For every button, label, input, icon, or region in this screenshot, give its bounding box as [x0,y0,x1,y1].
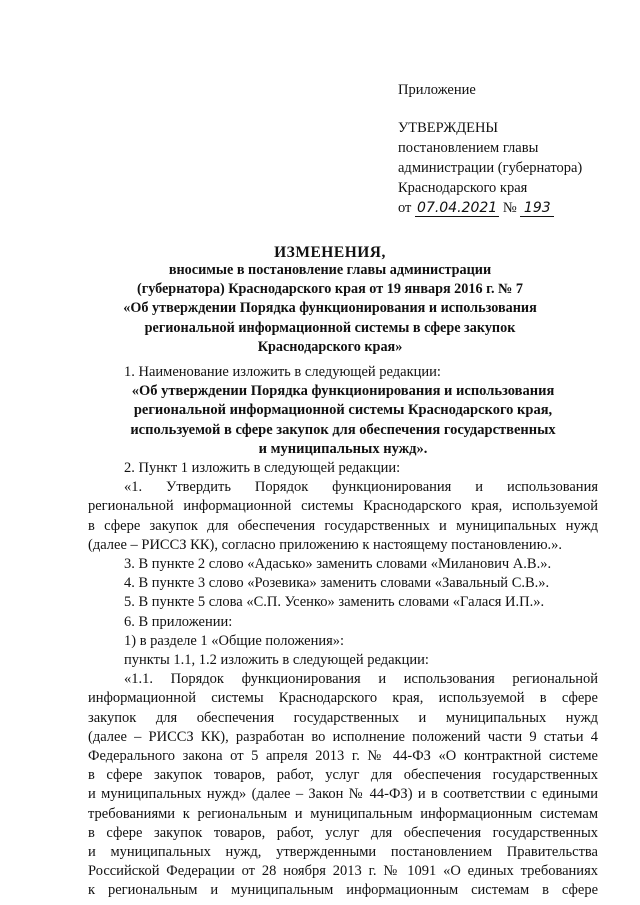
approval-date-line [398,198,628,218]
paragraph-6: 6. В приложении: [124,613,233,630]
new-name-line-4: и муниципальных нужд». [258,440,428,457]
redaction-line-4: (далее – РИССЗ КК), разработан во исполнение положений части 9 статьи 4 [88,728,598,745]
paragraph-5: 5. В пункте 5 слова «С.П. Усенко» заменить словами «Галася И.П.». [124,594,545,611]
redaction-line-6: в сфере закупок товаров, работ, услуг для обеспечения государственных [88,767,598,784]
paragraph-8: пункты 1.1, 1.2 изложить в следующей редакции: [124,652,429,669]
subtitle-line-2: (губернатора) Краснодарского края от 19 января 2016 г. № 7 [137,281,523,298]
quote-1-line-4: (далее – РИССЗ КК), согласно приложению к настоящему постановлению.». [88,536,563,553]
paragraph-4: 4. В пункте 3 слово «Розевика» заменить словами «Завальный С.В.». [124,575,550,592]
approval-number: 193 [520,200,554,217]
appendix-label: Приложение [398,82,476,98]
approval-line-1: постановлением главы [398,140,539,156]
quote-1-line-1: «1. Утвердить Порядок функционирования и использования [124,479,598,496]
approved-label: УТВЕРЖДЕНЫ [398,120,499,136]
new-name-line-1: «Об утверждении Порядка функционирования и использования [131,383,555,400]
paragraph-7: 1) в разделе 1 «Общие положения»: [124,632,345,649]
quote-1-line-3: в сфере закупок для обеспечения государственных и муниципальных нужд [88,517,598,534]
paragraph-2: 2. Пункт 1 изложить в следующей редакции: [124,460,401,477]
redaction-line-7: и муниципальных нужд» (далее – Закон № 44-ФЗ) и в соответствии с едиными [88,786,598,803]
subtitle-line-3: «Об утверждении Порядка функционирования и использования [123,300,537,317]
approval-line-3: Краснодарского края [398,180,528,196]
redaction-line-10: и муниципальных нужд, утвержденными постановлением Правительства [88,844,598,861]
subtitle-line-1: вносимые в постановление главы администрации [168,262,492,278]
document-subtitle [80,261,580,357]
document-title: ИЗМЕНЕНИЯ, [274,244,386,261]
approval-date: 07.04.2021 [417,200,498,216]
redaction-line-5: Федерального закона от 5 апреля 2013 г. № 44-ФЗ «О контрактной системе [88,748,598,765]
paragraph-1: 1. Наименование изложить в следующей редакции: [124,364,441,380]
quote-1-line-2: региональной информационной системы Краснодарского края, используемой [88,498,598,515]
redaction-line-3: закупок для обеспечения государственных и муниципальных нужд [88,709,598,726]
redaction-line-1: «1.1. Порядок функционирования и использования региональной [124,671,598,688]
redaction-line-12: к региональным и муниципальным информационным системам в сфере [88,882,598,899]
from-label: от [398,200,412,216]
number-sign: № [502,200,517,216]
redaction-line-8: требованиями к региональным и муниципальным информационным системам [88,805,598,822]
subtitle-line-4: региональной информационной системы в сфере закупок [144,319,516,336]
approval-line-2: администрации (губернатора) [398,160,583,176]
paragraph-3: 3. В пункте 2 слово «Адасько» заменить словами «Миланович А.В.». [124,556,552,573]
new-name-line-2: региональной информационной системы Краснодарского края, [133,402,553,419]
document-body [88,363,598,901]
new-name-line-3: используемой в сфере закупок для обеспечения государственных [130,421,556,438]
redaction-line-9: в сфере закупок товаров, работ, услуг для обеспечения государственных [88,824,598,841]
redaction-line-11: Российской Федерации от 28 ноября 2013 г. № 1091 «О единых требованиях [88,863,598,880]
redaction-line-2: информационной системы Краснодарского края, используемой в сфере [88,690,598,707]
approval-block [398,80,628,218]
subtitle-line-5: Краснодарского края» [257,338,403,355]
